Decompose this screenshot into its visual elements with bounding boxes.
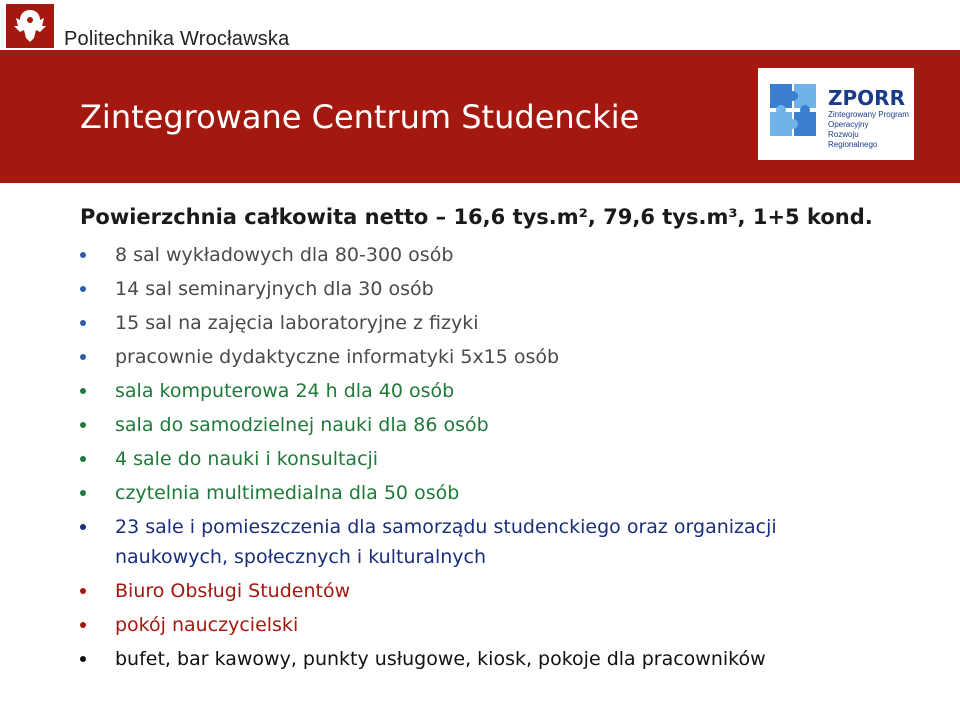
logo-name: ZPORR [828, 86, 905, 110]
list-item-text: pracownie dydaktyczne informatyki 5x15 osób [115, 346, 560, 368]
logo-subtitle [828, 110, 910, 150]
list-item-text: bufet, bar kawowy, punkty usługowe, kiosk, pokoje dla pracowników [115, 648, 766, 670]
logo-subtitle-line: Operacyjny [828, 120, 869, 129]
bullet-icon [80, 252, 86, 258]
bullet-icon [80, 354, 86, 360]
logo-subtitle-line: Rozwoju Regionalnego [828, 130, 878, 149]
bullet-icon [80, 490, 86, 496]
list-item-text: 4 sale do nauki i konsultacji [115, 448, 379, 470]
list-item [80, 513, 950, 573]
puzzle-icon [768, 80, 820, 148]
list-item-text: pokój nauczycielski [115, 614, 299, 636]
bullet-icon [80, 524, 86, 530]
university-crest-icon [6, 4, 54, 48]
list-item-text: sala do samodzielnej nauki dla 86 osób [115, 414, 489, 436]
zporr-logo [758, 68, 914, 160]
bullet-icon [80, 286, 86, 292]
list-item-text: czytelnia multimedialna dla 50 osób [115, 482, 460, 504]
bullet-icon [80, 656, 86, 662]
list-item-text: 14 sal seminaryjnych dla 30 osób [115, 278, 434, 300]
bullet-icon [80, 422, 86, 428]
list-item-text-continued: naukowych, społecznych i kulturalnych [115, 546, 486, 568]
bullet-icon [80, 388, 86, 394]
area-summary: Powierzchnia całkowita netto – 16,6 tys.m², 79,6 tys.m³, 1+5 kond. [80, 205, 873, 229]
list-item-text: 15 sal na zajęcia laboratoryjne z fizyki [115, 312, 479, 334]
list-item-text: sala komputerowa 24 h dla 40 osób [115, 380, 455, 402]
bullet-icon [80, 456, 86, 462]
logo-subtitle-line: Zintegrowany Program [828, 110, 909, 119]
list-item-text: 23 sale i pomieszczenia dla samorządu studenckiego oraz organizacji [115, 516, 777, 538]
slide-title: Zintegrowane Centrum Studenckie [80, 98, 640, 136]
bullet-icon [80, 320, 86, 326]
list-item-text: Biuro Obsługi Studentów [115, 580, 351, 602]
list-item-text: 8 sal wykładowych dla 80-300 osób [115, 244, 454, 266]
bullet-icon [80, 588, 86, 594]
university-name: Politechnika Wrocławska [64, 28, 290, 50]
bullet-icon [80, 622, 86, 628]
header-bar [0, 0, 960, 50]
